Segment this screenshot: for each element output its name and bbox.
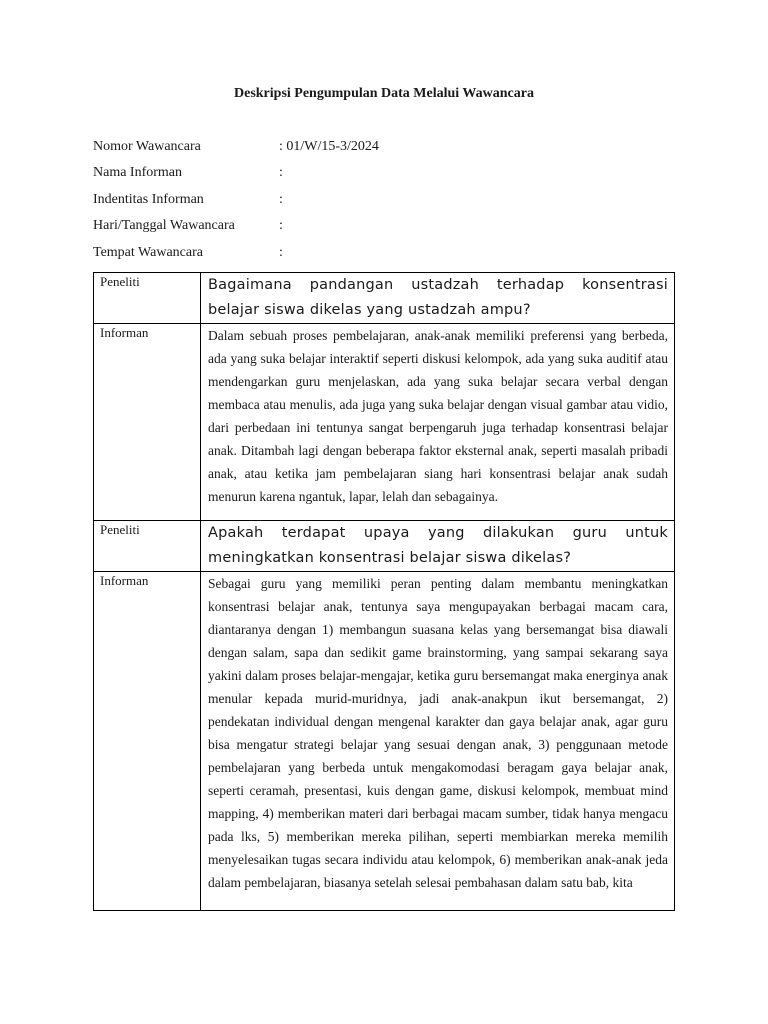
meta-value: : 01/W/15-3/2024: [279, 139, 379, 154]
meta-label: Tempat Wawancara: [93, 244, 203, 260]
question-text: Apakah terdapat upaya yang dilakukan guru untuk meningkatkan konsentrasi belajar siswa dikelas?: [208, 525, 668, 566]
meta-value: :: [279, 191, 283, 207]
answer-text: Sebagai guru yang memiliki peran penting dalam membantu meningkatkan konsentrasi belajar anak, tentunya saya mengupayakan berbagai macam cara, diantaranya dengan 1) membangun suasana kelas yang bersemangat bisa diawali dengan salam, sapa dan sedikit game brainstorming, yang sampai sekarang saya yakini dalam proses belajar-mengajar, ketika guru bersemangat maka energinya anak menular kepada murid-muridnya, jadi anak-anakpun ikut bersemangat, 2) pendekatan individual dengan mengenal karakter dan gaya belajar anak, agar guru bisa mengatur strategi belajar yang sesuai dengan anak, 3) penggunaan metode pembelajaran yang berbeda untuk mengakomodasi beragam gaya belajar anak, seperti ceramah, presentasi, kuis dengan game, diskusi kelompok, membuat mind mapping, 4) memberikan materi dari berbagai macam sumber, tidak hanya mengacu pada lks, 5) memberikan mereka pilihan, seperti membiarkan mereka memilih menyelesaikan tugas secara individu atau kelompok, 6) memberikan anak-anak jeda dalam pembelajaran, biasanya setelah selesai pembahasan dalam satu bab, kita: [208, 576, 668, 890]
answer-text: Dalam sebuah proses pembelajaran, anak-anak memiliki preferensi yang berbeda, ada yang suka belajar interaktif seperti diskusi kelompok, ada yang suka auditif atau mendengarkan guru menjelaskan, ada yang suka belajar secara verbal dengan membaca atau menulis, ada juga yang suka belajar dengan visual gambar atau vidio, dari perbedaan ini tentunya sangat berpengaruh juga terhadap konsentrasi belajar anak. Ditambah lagi dengan beberapa faktor eksternal anak, seperti masalah pribadi anak, atau ketika jam pembelajaran siang hari konsentrasi belajar anak sudah menurun karena ngantuk, lapar, lelah dan sebagainya.: [208, 328, 668, 504]
role-label: Informan: [100, 325, 149, 340]
meta-row-tempat: [93, 243, 673, 269]
meta-label: Nama Informan: [93, 165, 183, 181]
role-cell: [94, 572, 201, 911]
answer-cell: [201, 572, 675, 911]
interview-metadata: [93, 137, 673, 269]
meta-value: :: [279, 218, 283, 234]
meta-value: :: [279, 244, 283, 260]
role-cell: [94, 324, 201, 521]
table-row: [94, 324, 675, 521]
meta-label: Hari/Tanggal Wawancara: [93, 218, 235, 234]
meta-label: Indentitas Informan: [93, 191, 204, 207]
meta-value: :: [279, 165, 283, 181]
question-text: Bagaimana pandangan ustadzah terhadap konsentrasi belajar siswa dikelas yang ustadzah ampu?: [208, 277, 668, 318]
table-row: [94, 521, 675, 572]
meta-label: Nomor Wawancara: [93, 139, 201, 154]
table-row: [94, 572, 675, 911]
meta-row-identitas: [93, 190, 673, 216]
role-cell: [94, 521, 201, 572]
interview-table: [93, 272, 675, 911]
role-label: Informan: [100, 573, 149, 588]
answer-cell: [201, 324, 675, 521]
meta-row-nomor: [93, 137, 673, 163]
role-cell: [94, 273, 201, 324]
role-label: Peneliti: [100, 274, 140, 289]
role-label: Peneliti: [100, 522, 140, 537]
question-cell: [201, 273, 675, 324]
table-row: [94, 273, 675, 324]
page-title: Deskripsi Pengumpulan Data Melalui Wawancara: [234, 86, 534, 101]
question-cell: [201, 521, 675, 572]
meta-row-nama: [93, 163, 673, 189]
meta-row-tanggal: [93, 216, 673, 242]
